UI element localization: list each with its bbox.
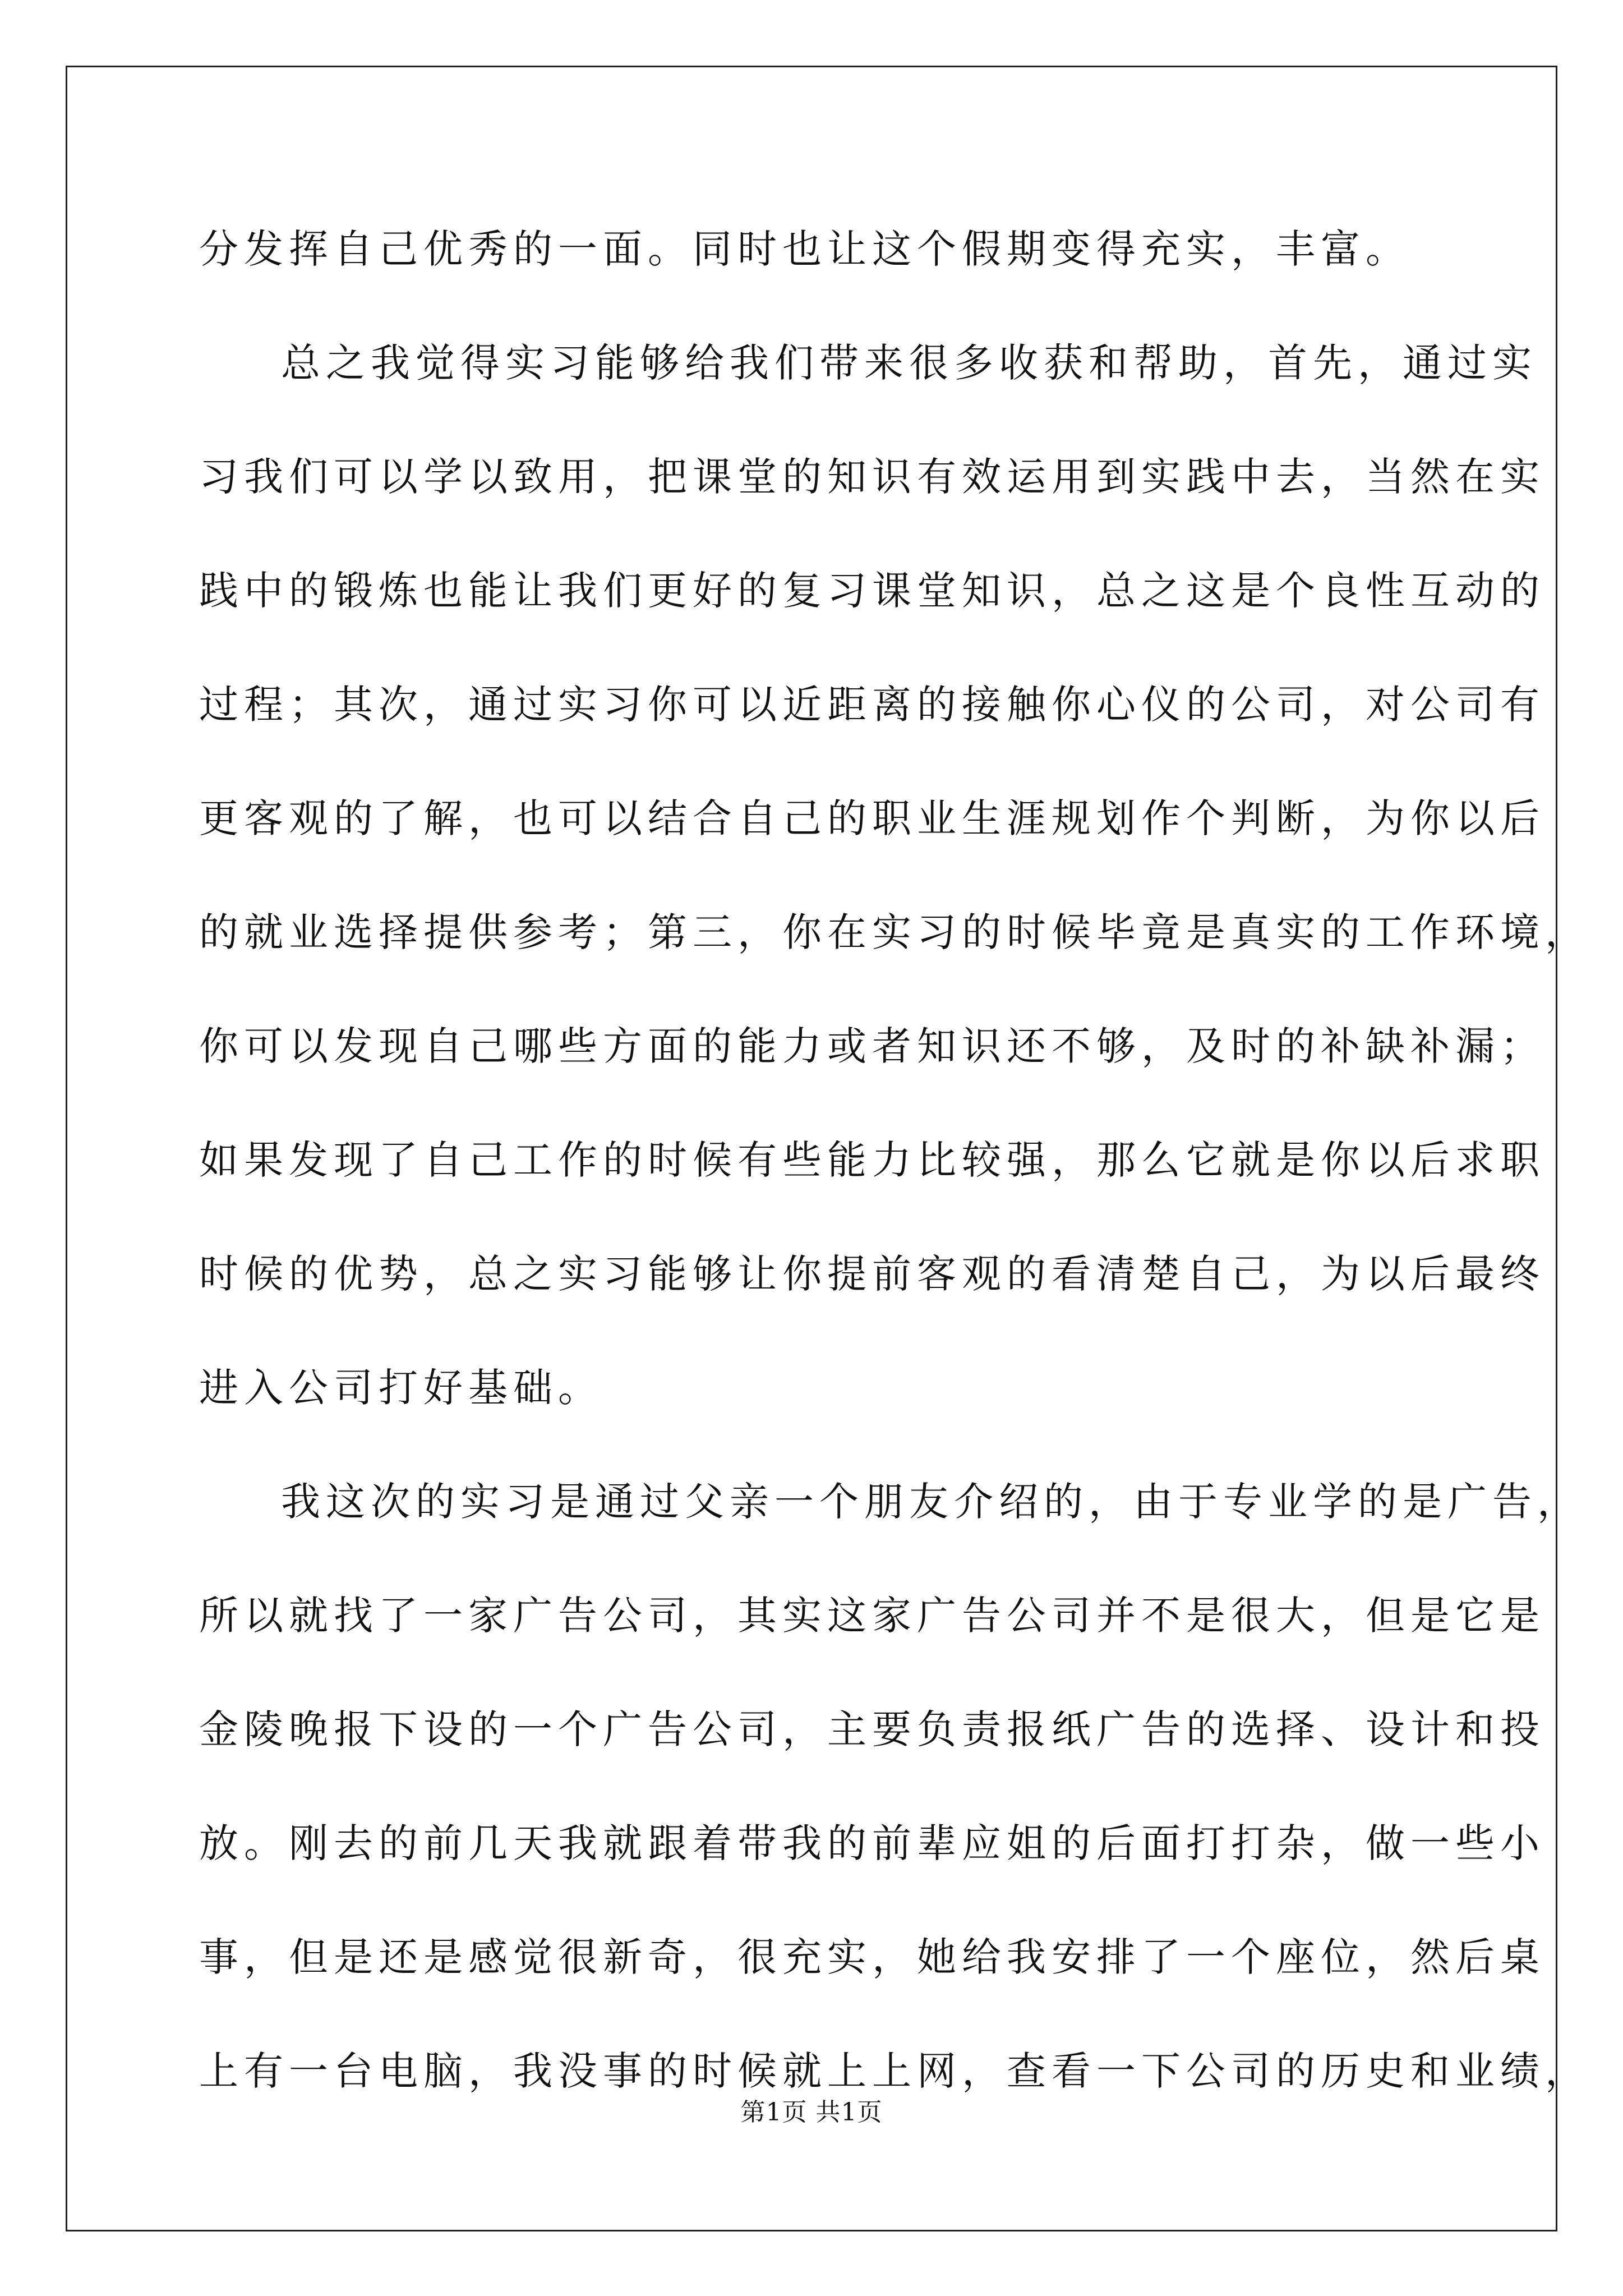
text-line: 习我们可以学以致用，把课堂的知识有效运用到实践中去，当然在实 xyxy=(199,454,1545,500)
paragraph-first-line: 总之我觉得实习能够给我们带来很多收获和帮助，首先，通过实 xyxy=(281,340,1537,386)
text-line: 上有一台电脑，我没事的时候就上上网，查看一下公司的历史和业绩， xyxy=(199,2048,1590,2094)
text-line: 的就业选择提供参考；第三，你在实习的时候毕竟是真实的工作环境， xyxy=(199,909,1590,955)
text-line: 你可以发现自己哪些方面的能力或者知识还不够，及时的补缺补漏； xyxy=(199,1023,1545,1069)
text-line: 更客观的了解，也可以结合自己的职业生涯规划作个判断，为你以后 xyxy=(199,795,1545,841)
paragraph-first-line: 我这次的实习是通过父亲一个朋友介绍的，由于专业学的是广告， xyxy=(281,1479,1582,1525)
text-line: 所以就找了一家广告公司，其实这家广告公司并不是很大，但是它是 xyxy=(199,1593,1545,1639)
page-number-footer: 第1页 共1页 xyxy=(740,2098,883,2127)
text-line: 金陵晚报下设的一个广告公司，主要负责报纸广告的选择、设计和投 xyxy=(199,1706,1545,1752)
text-line: 分发挥自己优秀的一面。同时也让这个假期变得充实，丰富。 xyxy=(199,226,1410,272)
text-line: 放。刚去的前几天我就跟着带我的前辈应姐的后面打打杂，做一些小 xyxy=(199,1820,1545,1866)
text-line: 时候的优势，总之实习能够让你提前客观的看清楚自己，为以后最终 xyxy=(199,1251,1545,1297)
text-line: 事，但是还是感觉很新奇，很充实，她给我安排了一个座位，然后桌 xyxy=(199,1934,1545,1980)
text-line: 如果发现了自己工作的时候有些能力比较强，那么它就是你以后求职 xyxy=(199,1137,1545,1183)
text-line: 过程；其次，通过实习你可以近距离的接触你心仪的公司，对公司有 xyxy=(199,682,1545,728)
text-line: 践中的锻炼也能让我们更好的复习课堂知识，总之这是个良性互动的 xyxy=(199,568,1545,614)
text-line: 进入公司打好基础。 xyxy=(199,1365,603,1411)
